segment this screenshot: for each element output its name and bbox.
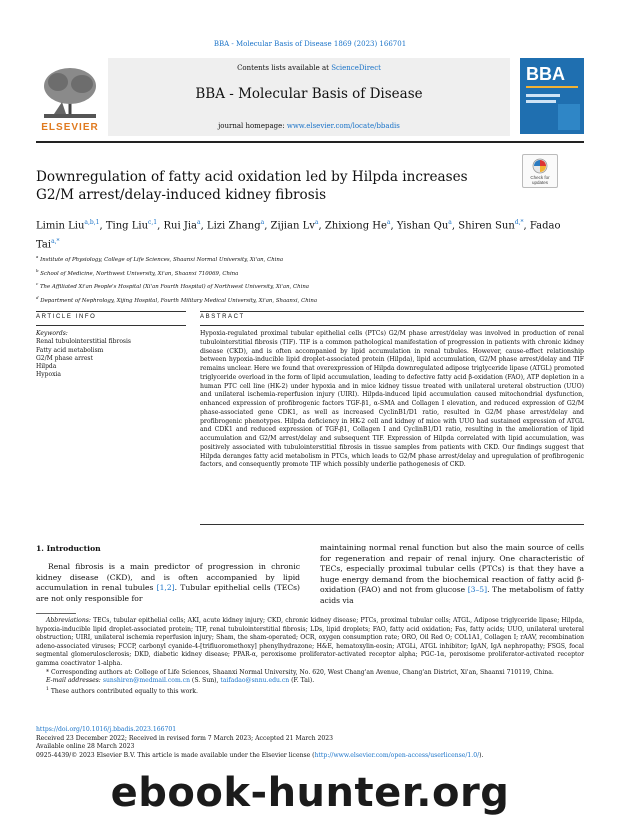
author-name[interactable]: Zijian Lv <box>270 220 315 232</box>
author-name[interactable]: Fadao Tai <box>36 220 561 251</box>
equal-text: These authors contributed equally to this work. <box>50 687 198 695</box>
license-prefix: 0925-4439/© 2023 Elsevier B.V. This article is made available under the Elsevier license ( <box>36 751 315 759</box>
header-rule <box>36 141 584 143</box>
affiliation-mark: c <box>36 281 39 287</box>
email-who-sun: (S. Sun), <box>190 677 221 685</box>
journal-name: BBA - Molecular Basis of Disease <box>195 86 423 102</box>
author-affiliation-mark[interactable]: a <box>260 219 265 226</box>
keywords-list <box>36 338 186 379</box>
author-affiliation-mark[interactable]: a <box>448 219 452 226</box>
license-suffix: ). <box>479 751 484 759</box>
affiliation-list <box>36 252 576 306</box>
email-who-tai: (F. Tai). <box>289 677 315 685</box>
email-footnote <box>36 677 584 686</box>
article-title: Downregulation of fatty acid oxidation led by Hilpda increases G2/M arrest/delay-induced kidney fibrosis <box>36 169 468 203</box>
author-affiliation-mark[interactable]: a,* <box>51 238 60 246</box>
abbreviations-footnote <box>36 617 584 669</box>
intro-right-text: maintaining normal renal function but also the main source of cells for regeneration and repair of renal injury. One characteristic of TECs, especially proximal tubular cells (PTCs) is that they have a huge energy demand from the biochemical reaction of fatty acid β-oxidation (FAO) and not from glucose <box>320 543 584 595</box>
homepage-prefix: journal homepage: <box>218 122 287 130</box>
license-line <box>36 752 584 761</box>
affiliation-item <box>36 266 576 280</box>
author-affiliation-mark[interactable]: a,b,1 <box>84 219 100 226</box>
keywords-block <box>36 330 186 380</box>
running-head[interactable]: BBA - Molecular Basis of Disease 1869 (2023) 166701 <box>213 40 407 48</box>
doi-link[interactable]: https://doi.org/10.1016/j.bbadis.2023.166701 <box>36 726 177 733</box>
check-for-updates-button[interactable] <box>522 154 558 188</box>
check-updates-label: Check for updates <box>530 175 550 185</box>
article-info-heading: ARTICLE INFO <box>36 314 97 320</box>
ref-link-1-2[interactable]: [1,2] <box>156 583 175 593</box>
author-affiliation-mark[interactable]: a <box>386 219 391 226</box>
abbreviations-text: TECs, tubular epithelial cells; AKI, acute kidney injury; CKD, chronic kidney disease; PTCs, proximal tubular cells; ATGL, Adipose triglyceride lipase; Hilpda, hypoxia-inducible lipid droplet-associated protein; TIF, renal tubulointerstitial fibrosis; LDs, lipid droplets; FAO, fatty acid oxidation; Fas, fatty acids; UUO, unilateral ureteral obstruction; UIRI, unilateral ischemia reperfusion injury; Sham, the sham-operated; OCR, oxygen consumption rate; ORO, Oil Red O; COL1A1, Collagen I; rAAV, recombination adeno-associated viruses; FCCP, carbonyl cyanide-4-[trifluoromethoxy] phenylhydrazone; H&E, hematoxylin-eosin; ATGLi, ATGL inhibitor; IgAN, IgA nephropathy; FSGS, focal segmental glomerulosclerosis; DKD, diabetic kidney disease; PPAR-α, peroxisome proliferator-activated receptor alpha; PGC-1α, peroxisome proliferator-activated receptor gamma coactivator 1-alpha. <box>36 617 584 667</box>
footnotes <box>36 617 584 696</box>
author-affiliation-mark[interactable]: a <box>196 219 201 226</box>
publisher-wordmark: ELSEVIER <box>41 122 99 133</box>
journal-cover-image[interactable] <box>520 58 584 134</box>
article-history <box>36 726 584 760</box>
abstract-rule-bottom <box>200 325 584 326</box>
author-name[interactable]: Lizi Zhang <box>206 220 261 232</box>
abstract-end-rule <box>200 524 584 525</box>
equal-contribution-footnote <box>36 686 584 697</box>
sciencedirect-link[interactable]: ScienceDirect <box>331 64 381 72</box>
journal-homepage <box>108 122 510 130</box>
intro-right-column <box>320 543 584 607</box>
contents-line <box>108 64 510 72</box>
email-link-sun[interactable]: sunshiren@medmail.com.cn <box>102 677 190 685</box>
author-name[interactable]: Yishan Qu <box>396 220 449 232</box>
affiliation-mark: d <box>36 294 39 300</box>
ref-link-3-5[interactable]: [3–5] <box>467 585 488 595</box>
author-affiliation-mark[interactable]: c,1 <box>148 219 158 226</box>
author-affiliation-mark[interactable]: d,* <box>514 219 524 226</box>
received-dates: Received 23 December 2022; Received in revised form 7 March 2023; Accepted 21 March 2023 <box>36 734 334 742</box>
intro-heading: 1. Introduction <box>36 544 101 553</box>
abstract-heading: ABSTRACT <box>200 314 245 320</box>
affiliation-text: School of Medicine, Northwest University, Xi'an, Shaanxi 710069, China <box>38 270 239 277</box>
intro-right-text-cont: . The metabolism of fatty acids via <box>320 585 584 605</box>
affiliation-mark: a <box>36 254 39 259</box>
intro-left-text-cont: . Tubular epithelial cells (TECs) are not only responsible for <box>36 583 300 603</box>
footnote-rule <box>36 613 76 614</box>
corresponding-text: Corresponding authors at: College of Life Sciences, Shaanxi Normal University, No. 620, West Chang'an Avenue, Chang'an District, Xi'an, Shaanxi 710119, China. <box>50 668 554 676</box>
author-name[interactable]: Rui Jia <box>163 220 197 232</box>
affiliation-item <box>36 252 576 266</box>
abstract-text: Hypoxia-regulated proximal tubular epithelial cells (PTCs) G2/M phase arrest/delay was involved in production of renal tubulointerstitial fibrosis (TIF). TIF is a common pathological manifestation of progression in patients with chronic kidney disease (CKD), and is often accompanied by lipid accumulation in renal tubules. However, cause-effect relationship between hypoxia-inducible lipid droplet-associated protein (Hilpda), lipid accumulation, G2/M phase arrest/delay and TIF remains unclear. Here we found that overexpression of Hilpda downregulated adipose triglyceride lipase (ATGL) promoted triglyceride overload in the form of lipid accumulation, leading to defective fatty acid β-oxidation (FAO), ATP depletion in a human PTC cell line (HK-2) under hypoxia and in mice kidney tissue treated with unilateral ureteral obstruction (UUO) and unilateral ischemia-reperfusion injury (UIRI). Hilpda-induced lipid accumulation caused mitochondrial dysfunction, enhanced expression of profibrogenic factors TGF-β1, α-SMA and Collagen I elevation, and reduced expression of G2/M phase-associated gene CDK1, as well as increased CyclinB1/D1 ratio, resulted in G2/M phase arrest/delay and profibrogenic phenotypes. Hilpda deficiency in HK-2 cell and kidney of mice with UUO had sustained expression of ATGL and CDK1 and reduced expression of TGF-β1, Collagen I and CyclinB1/D1 ratio, resulting in the amelioration of lipid accumulation and G2/M arrest/delay and subsequent TIF. Expression of Hilpda correlated with lipid accumulation, was positively associated with tubulointerstitial fibrosis in tissue samples from patients with CKD. Our findings suggest that Hilpda deranges fatty acid metabolism in PTCs, which leads to G2/M phase arrest/delay and upregulation of profibrogenic factors, and consequently promote TIF which possibly underlie pathogenesis of CKD. <box>200 330 584 469</box>
abbreviations-label: Abbreviations: <box>46 617 91 624</box>
author-list: Limin Liu$^{a,b,1}$, Ting Liu$^{c,1}$, Rui Jia$^a$, Lizi Zhang$^a$, Zijian Lv$^a$, Zhixiong He$^a$, Yishan Qu$^a$, Shiren Sun$^{d,*}$, Fadao Tai$^{a,*}$ <box>36 219 561 251</box>
email-link-tai[interactable]: taifadao@snnu.edu.cn <box>220 677 290 685</box>
email-label: E-mail addresses: <box>46 677 101 685</box>
affiliation-text: Institute of Physiology, College of Life Sciences, Shaanxi Normal University, Xi'an, China <box>38 256 284 263</box>
abstract-rule <box>200 311 584 312</box>
contents-prefix: Contents lists available at <box>237 64 332 72</box>
corresponding-footnote <box>36 669 584 678</box>
watermark-text: ebook-hunter.org <box>110 770 510 816</box>
available-online: Available online 28 March 2023 <box>36 743 135 751</box>
article-info-rule-bottom <box>36 325 186 326</box>
svg-text:BBA: BBA <box>526 64 565 84</box>
affiliation-text: Department of Nephrology, Xijing Hospital, Fourth Military Medical University, Xi'an, Shaanxi, China <box>38 297 318 304</box>
keyword-item: Renal tubulointerstitial fibrosis <box>36 338 132 346</box>
keyword-item: G2/M phase arrest <box>36 354 93 362</box>
affiliation-mark: b <box>36 267 39 273</box>
keyword-item: Hypoxia <box>36 371 61 379</box>
author-affiliation-mark[interactable]: a <box>314 219 319 226</box>
affiliation-item <box>36 293 576 307</box>
article-info-rule <box>36 311 186 312</box>
license-link[interactable]: http://www.elsevier.com/open-access/userlicense/1.0/ <box>314 751 480 759</box>
keyword-item: Hilpda <box>36 363 57 371</box>
author-name[interactable]: Limin Liu <box>36 220 85 232</box>
homepage-link[interactable]: www.elsevier.com/locate/bbadis <box>286 122 400 130</box>
author-name[interactable]: Shiren Sun <box>458 220 515 232</box>
footnote-mark-1: 1 <box>46 686 49 692</box>
asterisk-mark: * <box>46 668 51 676</box>
affiliation-item <box>36 279 576 293</box>
affiliation-text: The Affiliated Xi'an People's Hospital (Xi'an Fourth Hospital) of Northwest University, Xi'an, China <box>38 283 310 290</box>
intro-left-text: Renal fibrosis is a main predictor of progression in chronic kidney disease (CKD), and is often accompanied by lipid accumulation in renal tubules <box>36 562 300 593</box>
keyword-item: Fatty acid metabolism <box>36 346 104 354</box>
crossmark-icon <box>532 158 548 174</box>
keywords-label: Keywords: <box>36 330 68 337</box>
author-name[interactable]: Zhixiong He <box>324 220 387 232</box>
author-name[interactable]: Ting Liu <box>105 220 149 232</box>
intro-left-column <box>36 562 300 604</box>
